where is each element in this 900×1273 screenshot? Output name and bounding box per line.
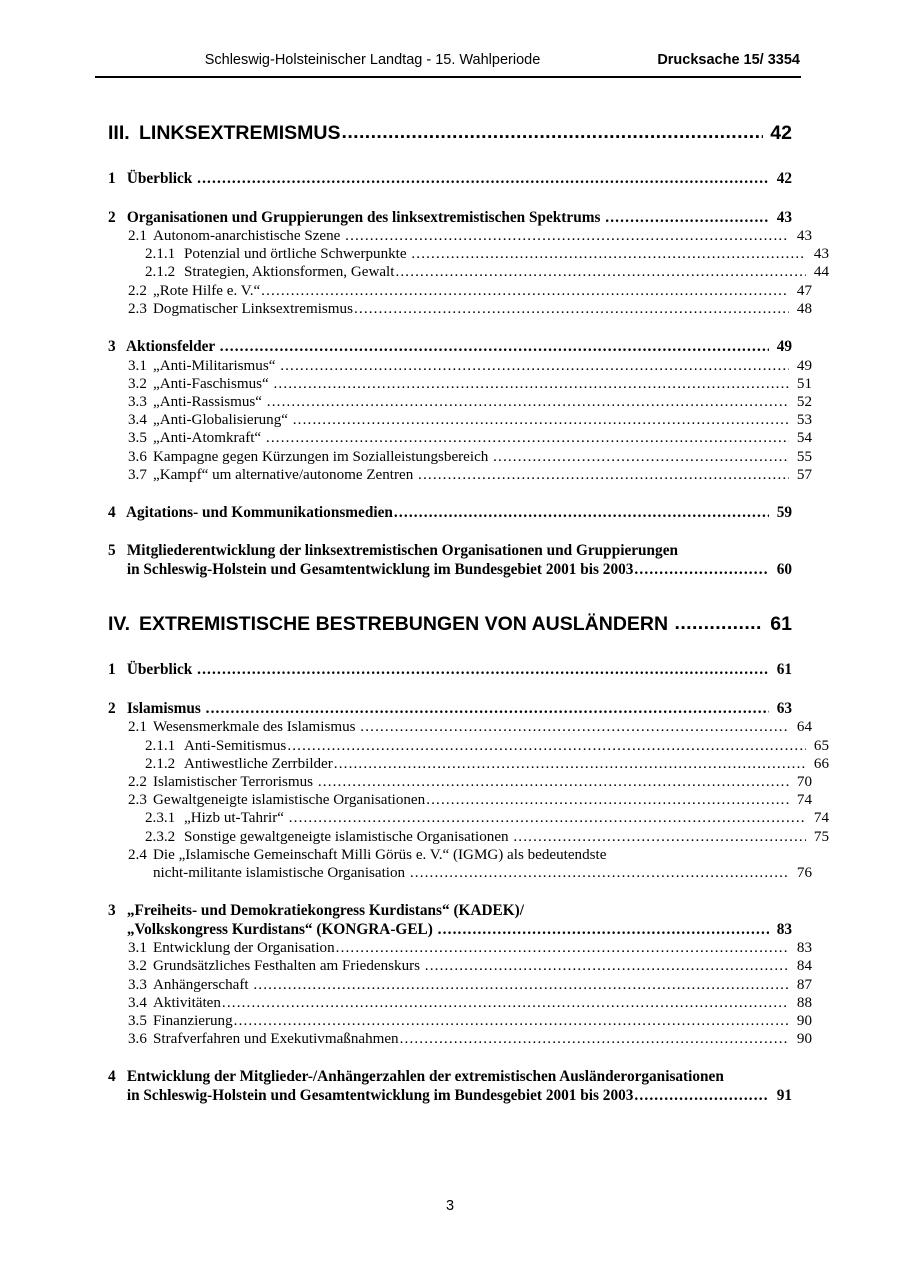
toc-entry-iv-2-3[interactable] — [108, 791, 812, 809]
toc-title: „Hizb ut-Tahrir“ — [184, 810, 284, 827]
toc-entry-iv-3-5[interactable] — [108, 1012, 812, 1030]
toc-number: 2.1 — [128, 228, 147, 244]
toc-title: Strafverfahren und Exekutivmaßnahmen — [153, 1031, 399, 1048]
toc-title: EXTREMISTISCHE BESTREBUNGEN VON AUSLÄNDERN — [139, 613, 669, 636]
toc-entry-iii-4[interactable] — [108, 504, 792, 523]
toc-title: „Freiheits- und Demokratiekongress Kurdistans“ (KADEK)/ — [126, 902, 524, 920]
toc-title: Anti-Semitismus — [184, 737, 287, 754]
table-of-contents — [108, 122, 829, 1105]
toc-pagenumber: 42 — [776, 170, 792, 187]
toc-title: Agitations- und Kommunikationsmedien — [125, 503, 393, 521]
toc-title: Sonstige gewaltgeneigte islamistische Organisationen — [184, 828, 509, 845]
dot-leaders — [425, 957, 789, 975]
toc-entry-iv-3-4[interactable] — [108, 994, 812, 1012]
toc-pagenumber: 66 — [813, 755, 829, 772]
dot-leaders — [400, 1030, 789, 1048]
dot-leaders — [426, 791, 789, 809]
toc-number: 3 — [108, 338, 116, 356]
toc-number: 3.5 — [128, 430, 147, 447]
toc-entry-iii-3-7[interactable] — [108, 466, 812, 484]
dot-leaders — [266, 429, 789, 447]
toc-entry-iv-3-line2[interactable] — [108, 921, 792, 940]
toc-number: 3.2 — [128, 375, 147, 392]
toc-title: Kampagne gegen Kürzungen im Sozialleistungsbereich — [153, 448, 489, 465]
toc-entry-iii-1[interactable] — [108, 170, 792, 189]
dot-leaders — [220, 338, 769, 357]
toc-number: 3.6 — [128, 448, 147, 465]
toc-entry-iv-2-3-2[interactable] — [108, 828, 829, 846]
toc-title: LINKSEXTREMISMUS — [139, 122, 341, 144]
toc-title: Die „Islamische Gemeinschaft Milli Görüs e. V.“ (IGMG) als bedeutendste — [153, 846, 607, 863]
toc-pagenumber: 43 — [776, 208, 792, 226]
toc-title: Aktivitäten — [153, 994, 221, 1011]
toc-number: 2 — [108, 208, 116, 226]
toc-pagenumber: 55 — [796, 448, 812, 465]
toc-entry-iv-2-1-1[interactable] — [108, 737, 829, 755]
toc-title: Mitgliederentwicklung der linksextremistischen Organisationen und Gruppierungen — [126, 542, 678, 560]
dot-leaders — [605, 209, 769, 228]
toc-title: „Anti-Faschismus“ — [153, 375, 269, 392]
toc-pagenumber: 49 — [776, 338, 792, 356]
toc-number: 4 — [108, 503, 116, 521]
toc-title-continued: nicht-militante islamistische Organisation — [153, 865, 406, 882]
toc-entry-iii-2-3[interactable] — [108, 300, 812, 318]
dot-leaders — [253, 976, 789, 994]
toc-number: 5 — [108, 542, 116, 560]
toc-number: 3 — [108, 902, 116, 920]
toc-entry-iii-5-line1[interactable] — [108, 542, 792, 561]
toc-title-continued: „Volkskongress Kurdistans“ (KONGRA-GEL) — [126, 920, 433, 938]
toc-title: Grundsätzliches Festhalten am Friedenskurs — [153, 958, 421, 975]
toc-entry-iv-3-3[interactable] — [108, 976, 812, 994]
toc-number: 4 — [108, 1068, 116, 1086]
dot-leaders — [289, 809, 806, 827]
toc-entry-iii-3-4[interactable] — [108, 411, 812, 429]
toc-number: 3.1 — [128, 357, 147, 374]
toc-entry-iv-1[interactable] — [108, 661, 792, 680]
toc-number: 2.3 — [128, 792, 147, 809]
toc-title: „Anti-Rassismus“ — [153, 393, 263, 410]
toc-entry-iv-3-6[interactable] — [108, 1030, 812, 1048]
toc-pagenumber: 91 — [776, 1086, 792, 1104]
toc-title: Anhängerschaft — [153, 976, 249, 993]
toc-title: „Anti-Militarismus“ — [153, 357, 276, 374]
toc-title: Überblick — [126, 170, 193, 187]
dot-leaders — [280, 357, 789, 375]
toc-number: 3.7 — [128, 466, 147, 483]
toc-pagenumber: 74 — [796, 792, 812, 809]
toc-pagenumber: 76 — [796, 865, 812, 882]
dot-leaders — [273, 375, 789, 393]
toc-pagenumber: 83 — [776, 920, 792, 938]
toc-entry-iv-4-line1[interactable] — [108, 1068, 792, 1087]
document-number: Drucksache 15/ 3354 — [657, 52, 800, 68]
toc-pagenumber: 64 — [796, 719, 812, 736]
dot-leaders — [342, 121, 763, 143]
toc-entry-iv-2-2[interactable] — [108, 773, 812, 791]
dot-leaders — [345, 227, 789, 245]
dot-leaders — [354, 300, 789, 318]
dot-leaders — [675, 612, 764, 634]
toc-number: III. — [108, 122, 130, 144]
dot-leaders — [222, 994, 789, 1012]
dot-leaders — [634, 1087, 769, 1106]
toc-number: 3.6 — [128, 1031, 147, 1048]
toc-pagenumber: 53 — [796, 412, 812, 429]
dot-leaders — [293, 411, 789, 429]
toc-pagenumber: 88 — [796, 994, 812, 1011]
dot-leaders — [394, 504, 769, 523]
toc-entry-iv-2-4-line1[interactable] — [108, 846, 812, 864]
toc-pagenumber: 43 — [813, 246, 829, 263]
toc-title: Entwicklung der Mitglieder-/Anhängerzahlen der extremistischen Ausländerorganisationen — [126, 1068, 724, 1086]
toc-entry-iv-3-2[interactable] — [108, 957, 812, 975]
toc-pagenumber: 61 — [776, 661, 792, 679]
toc-title: Dogmatischer Linksextremismus — [153, 300, 353, 317]
dot-leaders — [287, 737, 806, 755]
dot-leaders — [493, 448, 789, 466]
toc-pagenumber: 47 — [796, 282, 812, 299]
toc-pagenumber: 87 — [796, 976, 812, 993]
toc-entry-iv-2-4-line2[interactable] — [108, 864, 812, 882]
toc-pagenumber: 48 — [796, 300, 812, 317]
toc-number: 2 — [108, 699, 116, 717]
dot-leaders — [234, 1012, 789, 1030]
toc-title: „Anti-Atomkraft“ — [153, 430, 262, 447]
dot-leaders — [267, 393, 789, 411]
toc-entry-iii-3-1[interactable] — [108, 357, 812, 375]
toc-pagenumber: 70 — [796, 774, 812, 791]
toc-entry-iv-2[interactable] — [108, 700, 792, 719]
toc-number: 3.3 — [128, 976, 147, 993]
dot-leaders — [410, 864, 789, 882]
dot-leaders — [197, 661, 769, 680]
toc-pagenumber: 63 — [776, 699, 792, 717]
toc-pagenumber: 42 — [770, 122, 792, 144]
toc-title: Finanzierung — [153, 1013, 233, 1030]
toc-pagenumber: 65 — [813, 737, 829, 754]
toc-title: Gewaltgeneigte islamistische Organisationen — [153, 792, 426, 809]
toc-title: Wesensmerkmale des Islamismus — [153, 719, 356, 736]
toc-entry-iii-2[interactable] — [108, 209, 792, 228]
toc-entry-iii-2-1[interactable] — [108, 227, 812, 245]
toc-number: IV. — [108, 613, 131, 636]
dot-leaders — [411, 245, 806, 263]
toc-entry-iii-3-2[interactable] — [108, 375, 812, 393]
header-rule — [95, 76, 801, 78]
toc-number: 2.2 — [128, 282, 147, 299]
toc-pagenumber: 51 — [796, 375, 812, 392]
toc-title: Potenzial und örtliche Schwerpunkte — [184, 246, 407, 263]
toc-number: 1 — [108, 661, 116, 679]
toc-part-heading-iv[interactable] — [108, 613, 792, 635]
dot-leaders — [334, 755, 806, 773]
toc-title: Autonom-anarchistische Szene — [153, 228, 341, 244]
toc-number: 2.3.1 — [145, 810, 176, 827]
toc-title: „Rote Hilfe e. V.“ — [153, 282, 261, 299]
toc-entry-iv-2-1[interactable] — [108, 718, 812, 736]
toc-entry-iv-3-line1[interactable] — [108, 902, 792, 921]
toc-pagenumber: 84 — [796, 958, 812, 975]
toc-title: Islamismus — [126, 699, 201, 717]
toc-entry-iv-2-3-1[interactable] — [108, 809, 829, 827]
toc-pagenumber: 43 — [796, 228, 812, 244]
toc-title: Strategien, Aktionsformen, Gewalt — [184, 264, 395, 281]
toc-number: 2.4 — [128, 846, 147, 863]
toc-title-continued: in Schleswig-Holstein und Gesamtentwicklung im Bundesgebiet 2001 bis 2003 — [126, 560, 634, 578]
toc-pagenumber: 74 — [813, 810, 829, 827]
toc-title: Aktionsfelder — [125, 338, 215, 356]
toc-pagenumber: 57 — [796, 466, 812, 483]
toc-number: 2.1.1 — [145, 737, 176, 754]
toc-number: 2.3 — [128, 300, 147, 317]
toc-pagenumber: 83 — [796, 940, 812, 957]
dot-leaders — [438, 921, 769, 940]
toc-pagenumber: 59 — [776, 503, 792, 521]
toc-entry-iii-2-1-2[interactable] — [108, 263, 829, 281]
toc-entry-iv-2-1-2[interactable] — [108, 755, 829, 773]
toc-title: „Anti-Globalisierung“ — [153, 412, 288, 429]
dot-leaders — [318, 773, 789, 791]
dot-leaders — [197, 170, 769, 189]
toc-pagenumber: 75 — [813, 828, 829, 845]
toc-entry-iii-3[interactable] — [108, 338, 792, 357]
toc-title: Entwicklung der Organisation — [153, 940, 335, 957]
toc-part-heading-iii[interactable] — [108, 122, 792, 144]
toc-number: 2.1.2 — [145, 264, 176, 281]
toc-number: 2.1 — [128, 719, 147, 736]
toc-title: Islamistischer Terrorismus — [153, 774, 314, 791]
toc-number: 2.1.1 — [145, 246, 176, 263]
toc-title: Antiwestliche Zerrbilder — [184, 755, 333, 772]
toc-pagenumber: 61 — [770, 613, 792, 636]
toc-entry-iv-3-1[interactable] — [108, 939, 812, 957]
running-header — [95, 48, 800, 72]
toc-pagenumber: 52 — [796, 393, 812, 410]
dot-leaders — [418, 466, 789, 484]
toc-number: 3.2 — [128, 958, 147, 975]
toc-number: 1 — [108, 170, 116, 187]
toc-title: Überblick — [126, 661, 193, 679]
toc-entry-iii-3-6[interactable] — [108, 448, 812, 466]
running-header-title: Schleswig-Holsteinischer Landtag - 15. Wahlperiode — [204, 52, 541, 68]
toc-number: 3.3 — [128, 393, 147, 410]
toc-pagenumber: 44 — [813, 264, 829, 281]
toc-number: 3.4 — [128, 412, 147, 429]
toc-label — [108, 122, 341, 144]
toc-pagenumber: 90 — [796, 1013, 812, 1030]
toc-pagenumber: 49 — [796, 357, 812, 374]
toc-number: 2.1.2 — [145, 755, 176, 772]
toc-pagenumber: 54 — [796, 430, 812, 447]
toc-number: 3.5 — [128, 1013, 147, 1030]
toc-pagenumber: 60 — [776, 560, 792, 578]
dot-leaders — [634, 561, 769, 580]
dot-leaders — [360, 718, 789, 736]
toc-entry-iii-2-2[interactable] — [108, 282, 812, 300]
dot-leaders — [261, 282, 789, 300]
toc-number: 3.4 — [128, 994, 147, 1011]
dot-leaders — [395, 263, 806, 281]
dot-leaders — [206, 700, 769, 719]
toc-entry-iii-3-3[interactable] — [108, 393, 812, 411]
page-number: 3 — [445, 1198, 455, 1214]
toc-number: 2.2 — [128, 774, 147, 791]
toc-number: 2.3.2 — [145, 828, 176, 845]
toc-entry-iii-3-5[interactable] — [108, 429, 812, 447]
dot-leaders — [336, 939, 789, 957]
toc-entry-iii-2-1-1[interactable] — [108, 245, 829, 263]
toc-title-continued: in Schleswig-Holstein und Gesamtentwicklung im Bundesgebiet 2001 bis 2003 — [126, 1086, 634, 1104]
toc-pagenumber: 90 — [796, 1031, 812, 1048]
toc-number: 3.1 — [128, 940, 147, 957]
dot-leaders — [513, 828, 806, 846]
toc-entry-iii-5-line2[interactable] — [108, 561, 792, 580]
toc-title: Organisationen und Gruppierungen des linksextremistischen Spektrums — [126, 208, 601, 226]
toc-entry-iv-4-line2[interactable] — [108, 1087, 792, 1106]
toc-title: „Kampf“ um alternative/autonome Zentren — [153, 466, 414, 483]
